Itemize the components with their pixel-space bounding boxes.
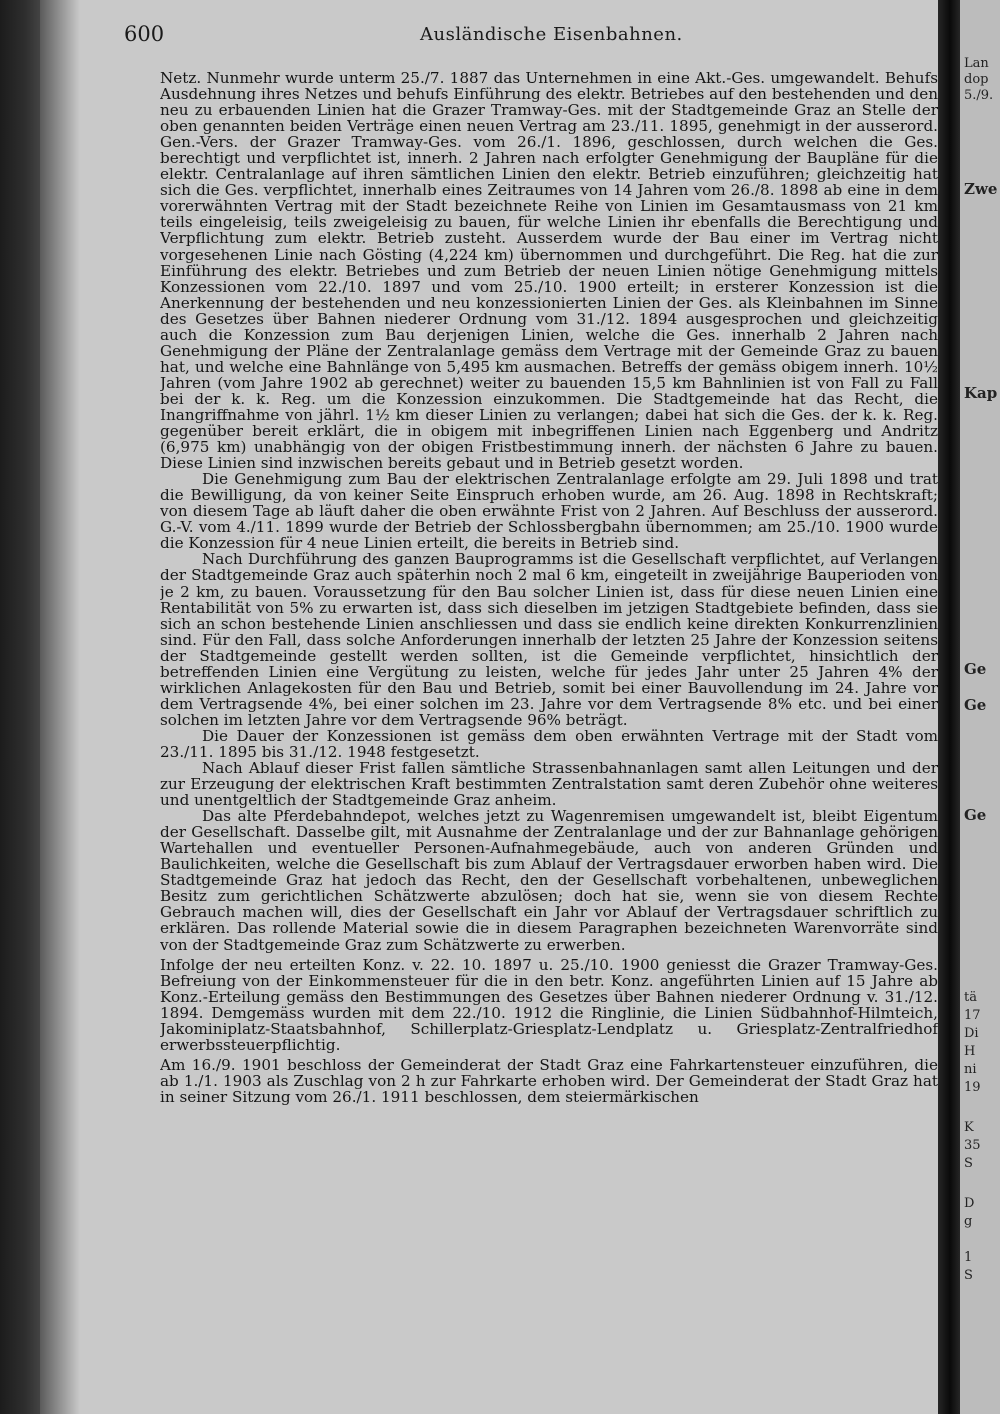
adjacent-page-fragment: K xyxy=(964,1120,974,1135)
adjacent-page-fragment: S xyxy=(964,1268,973,1283)
adjacent-page-fragment: g xyxy=(964,1214,973,1229)
paragraph: Am 16./9. 1901 beschloss der Gemeinderat der Stadt Graz eine Fahrkartensteuer einzuführen, die ab 1./1. 1903 als Zuschlag von 2 h zur Fahrkarte erhoben wird. Der Gemeinderat der Stadt Graz hat in seiner Sitzung vom 26./1. 1911 beschlossen, dem steiermärkischen xyxy=(160,1055,938,1105)
adjacent-page-fragment: 5./9. xyxy=(964,88,994,103)
page-header xyxy=(120,22,932,50)
adjacent-page-fragment: Lan xyxy=(964,56,989,71)
paragraph: Das alte Pferdebahndepot, welches jetzt zu Wagenremisen umgewandelt ist, bleibt Eigentum der Gesellschaft. Dasselbe gilt, mit Ausnahme der Zentralanlage und der zur Bahnanlage gehörigen Wartehallen und eventueller Personen-Aufnahmegebäude, auch von anderen Gründen und Baulichkeiten, welche die Gesellschaft bis zum Ablauf der Vertragsdauer erworben haben wird. Die Stadtgemeinde Graz hat jedoch das Recht, den der Gesellschaft vorbehaltenen, unbeweglichen Besitz zum gerichtlichen Schätzwerte abzulösen; doch hat sie, wenn sie von diesem Rechte Gebrauch machen will, dies der Gesellschaft ein Jahr vor Ablauf der Vertragsdauer schriftlich zu erklären. Das rollende Material sowie die in diesem Paragraphen bezeichneten Warenvorräte sind von der Stadtgemeinde Graz zum Schätzwerte zu erwerben. xyxy=(160,807,938,954)
paragraph: Nach Durchführung des ganzen Bauprogramms ist die Gesellschaft verpflichtet, auf Verlangen der Stadtgemeinde Graz auch späterhin noch 2 mal 6 km, eingeteilt in zweijährige Bauperioden von je 2 km, zu bauen. Voraussetzung für den Bau solcher Linien ist, dass für diese neuen Linien eine Rentabilität von 5% zu erwarten ist, dass sich dieselben im jetzigen Stadtgebiete befinden, dass sie sich an schon bestehende Linien anschliessen und dass sie endlich keine direkten Konkurrenzlinien sind. Für den Fall, dass solche Anforderungen innerhalb der letzten 25 Jahre der Konzession seitens der Stadtgemeinde gestellt werden sollten, ist die Gemeinde verpflichtet, hinsichtlich der betreffenden Linien eine Vergütung zu leisten, welche für jedes Jahr unter 25 Jahren 4% der wirklichen Anlagekosten für den Bau und Betrieb, somit bei einer Bauvollendung im 24. Jahre vor dem Vertragsende 4%, bei einer solchen im 23. Jahre vor dem Vertragsende 8% etc. und bei einer solchen im letzten Jahre vor dem Vertragsende 96% beträgt. xyxy=(160,550,938,729)
adjacent-page-fragment: Ge xyxy=(964,696,987,714)
adjacent-page-fragment: Zwe xyxy=(964,180,998,198)
adjacent-page-fragment: S xyxy=(964,1156,973,1171)
paragraph: Netz. Nunmehr wurde unterm 25./7. 1887 das Unternehmen in eine Akt.-Ges. umgewandelt. Behufs Ausdehnung ihres Netzes und behufs Einführung des elektr. Betriebes auf den bestehenden und den neu zu erbauenden Linien hat die Grazer Tramway-Ges. mit der Stadtgemeinde Graz an Stelle der oben genannten beiden Verträge einen neuen Vertrag am 23./11. 1895, genehmigt in der ausserord. Gen.-Vers. der Grazer Tramway-Ges. vom 26./1. 1896, geschlossen, durch welchen die Ges. berechtigt und verpflichtet ist, innerh. 2 Jahren nach erfolgter Genehmigung der Baupläne für die elektr. Centralanlage auf ihren sämtlichen Linien den elektr. Betrieb einzuführen; gleichzeitig hat sich die Ges. verpflichtet, innerhalb eines Zeitraumes von 14 Jahren vom 26./8. 1898 ab eine in dem vorerwähnten Vertrag mit der Stadt bezeichnete Reihe von Linien im Gesamtausmass von 21 km teils eingeleisig, teils zweigeleisig zu bauen, für welche Linien ihr ebenfalls die Berechtigung und Verpflichtung zum elektr. Betrieb zusteht. Ausserdem wurde der Bau einer im Vertrag nicht vorgesehenen Linie nach Gösting (4,224 km) übernommen und durchgeführt. Die Reg. hat die zur Einführung des elektr. Betriebes und zum Betrieb der neuen Linien nötige Genehmigung mittels Konzessionen vom 22./10. 1897 und vom 25./10. 1900 erteilt; in ersterer Konzession ist die Anerkennung der bestehenden und neu konzessionierten Linien der Ges. als Kleinbahnen im Sinne des Gesetzes über Bahnen niederer Ordnung vom 31./12. 1894 ausgesprochen und gleichzeitig auch die Konzession zum Bau derjenigen Linien, welche die Ges. innerhalb 2 Jahren nach Genehmigung der Pläne der Zentralanlage gemäss dem Vertrage mit der Gemeinde Graz zu bauen hat, und welche eine Bahnlänge von 5,495 km ausmachen. Betreffs der gemäss obigem innerh. 10½ Jahren (vom Jahre 1902 ab gerechnet) weiter zu bauenden 15,5 km Bahnlinien ist von Fall zu Fall bei der k. k. Reg. um die Konzession einzukommen. Die Stadtgemeinde hat das Recht, die Inangriffnahme von jährl. 1½ km dieser Linien zu verlangen; dabei hat sich die Ges. der k. k. Reg. gegenüber bereit erklärt, die in obigem mit inbegriffenen Linien nach Eggenberg und Andritz (6,975 km) unabhängig von der obigen Fristbestimmung innerh. der nächsten 6 Jahre zu bauen. Diese Linien sind inzwischen bereits gebaut und in Betrieb gesetzt worden. xyxy=(160,70,938,473)
adjacent-page-fragment: Di xyxy=(964,1026,979,1041)
adjacent-page-fragment: Ge xyxy=(964,660,987,678)
adjacent-page-fragment: D xyxy=(964,1196,975,1211)
adjacent-page-fragment: tä xyxy=(964,990,977,1005)
book-gutter xyxy=(938,0,962,1414)
adjacent-page xyxy=(960,0,1000,1414)
page-number: 600 xyxy=(124,22,165,46)
adjacent-page-fragment: ni xyxy=(964,1062,977,1077)
adjacent-page-fragment: 19 xyxy=(964,1080,981,1095)
adjacent-page-fragment: 1 xyxy=(964,1250,973,1265)
adjacent-page-fragment: Kap xyxy=(964,384,998,402)
paragraph: Infolge der neu erteilten Konz. v. 22. 10. 1897 u. 25./10. 1900 geniesst die Grazer Tramway-Ges. Befreiung von der Einkommensteuer für die in den betr. Konz. angeführten Linien auf 15 Jahre ab Konz.-Erteilung gemäss den Bestimmungen des Gesetzes über Bahnen niederer Ordnung v. 31./12. 1894. Demgemäss wurden mit dem 22./10. 1912 die Ringlinie, die Linien Südbahnhof-Hilmteich, Jakominiplatz-Staatsbahnhof, Schillerplatz-Griesplatz-Lendplatz u. Griesplatz-Zentralfriedhof erwerbssteuerpflichtig. xyxy=(160,955,938,1054)
paragraph: Nach Ablauf dieser Frist fallen sämtliche Strassenbahnanlagen samt allen Leitungen und der zur Erzeugung der elektrischen Kraft bestimmten Zentralstation samt deren Zubehör ohne weiteres und unentgeltlich der Stadtgemeinde Graz anheim. xyxy=(160,759,938,810)
running-head: Ausländische Eisenbahnen. xyxy=(420,24,683,45)
adjacent-page-fragment: Ge xyxy=(964,806,987,824)
paragraph: Die Genehmigung zum Bau der elektrischen Zentralanlage erfolgte am 29. Juli 1898 und trat die Bewilligung, da von keiner Seite Einspruch erhoben wurde, am 26. Aug. 1898 in Rechtskraft; von diesem Tage ab läuft daher die oben erwähnte Frist von 2 Jahren. Auf Beschluss der ausserord. G.-V. vom 4./11. 1899 wurde der Betrieb der Schlossbergbahn übernommen; am 25./10. 1900 wurde die Konzession für 4 neue Linien erteilt, die bereits in Betrieb sind. xyxy=(160,470,938,553)
page-edge-shadow xyxy=(40,0,80,1414)
adjacent-page-fragment: H xyxy=(964,1044,976,1059)
page-body xyxy=(160,70,938,1105)
adjacent-page-fragment: dop xyxy=(964,72,989,87)
adjacent-page-fragment: 17 xyxy=(964,1008,981,1023)
paragraph: Die Dauer der Konzessionen ist gemäss dem oben erwähnten Vertrage mit der Stadt vom 23./11. 1895 bis 31./12. 1948 festgesetzt. xyxy=(160,726,938,761)
adjacent-page-fragment: 35 xyxy=(964,1138,981,1153)
